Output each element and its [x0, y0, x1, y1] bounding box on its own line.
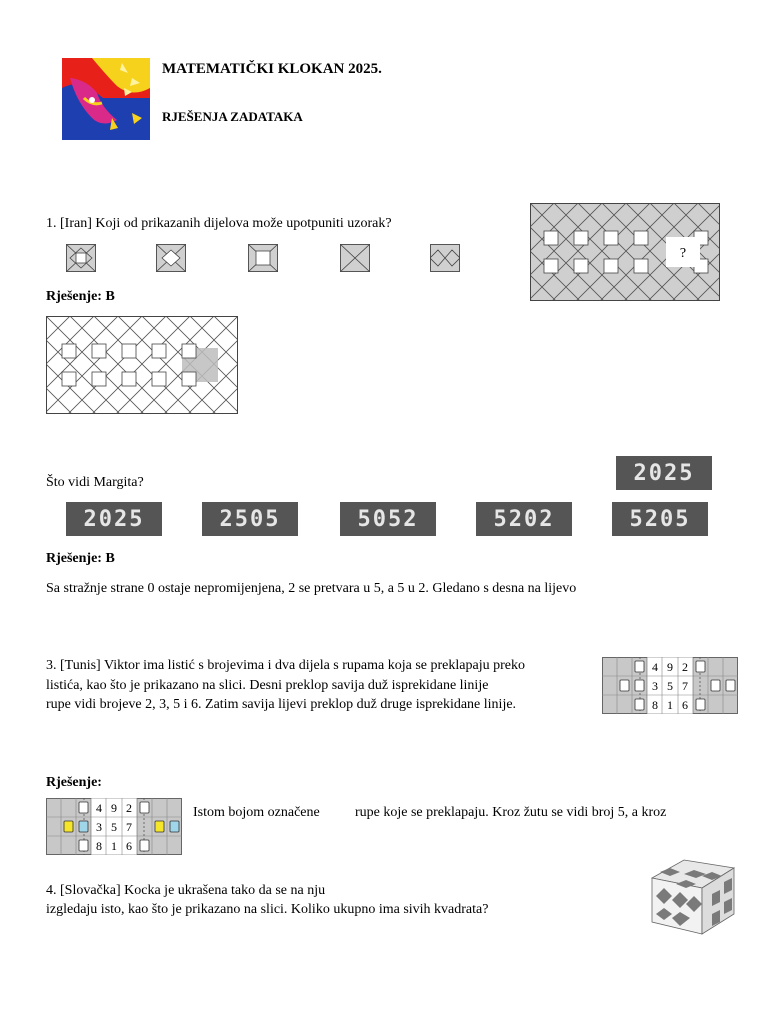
task3-cell-1: 1: [667, 698, 673, 712]
task3-explanation-a: Istom bojom označene: [193, 805, 320, 820]
task3-cell-8: 8: [652, 698, 658, 712]
task4-cube-figure: [650, 858, 736, 936]
task3-cell-4: 4: [652, 660, 658, 674]
task1-option-b: [156, 244, 186, 272]
task1-pattern-figure: [530, 203, 720, 301]
task3-sol-cell-6: 6: [126, 839, 132, 853]
missing-piece-mark: ?: [679, 246, 687, 261]
task3-question-line3: rupe vidi brojeve 2, 3, 5 i 6. Zatim savija lijevi preklop duž druge isprekidane linije.: [46, 697, 517, 712]
task3-cell-9: 9: [667, 660, 673, 674]
task3-figure: [602, 657, 738, 714]
task3-sol-cell-4: 4: [96, 801, 102, 815]
task1-question: 1. [Iran] Koji od prikazanih dijelova može upotpuniti uzorak?: [46, 216, 392, 231]
task1-option-c: [248, 244, 278, 272]
page-title: MATEMATIČKI KLOKAN 2025.: [162, 61, 382, 77]
task2-option-b: 2505: [202, 502, 298, 536]
task3-solution-figure: [46, 798, 182, 855]
task4-question-line1: 4. [Slovačka] Kocka je ukrašena tako da se na nju: [46, 883, 326, 898]
task1-option-a: [66, 244, 96, 272]
task1-option-d: [340, 244, 370, 272]
task1-answer: Rješenje: B: [46, 289, 115, 304]
task2-option-d: 5202: [476, 502, 572, 536]
task3-sol-cell-5: 5: [111, 820, 117, 834]
task3-cell-2: 2: [682, 660, 688, 674]
task2-original-number: 2025: [616, 456, 712, 490]
task3-sol-cell-2: 2: [126, 801, 132, 815]
task3-cell-6: 6: [682, 698, 688, 712]
task2-option-c: 5052: [340, 502, 436, 536]
task3-cell-7: 7: [682, 679, 688, 693]
task2-question: Što vidi Margita?: [46, 475, 144, 490]
task3-answer-label: Rješenje:: [46, 775, 102, 790]
klokan-logo: [62, 58, 150, 140]
task2-option-a: 2025: [66, 502, 162, 536]
task2-explanation: Sa stražnje strane 0 ostaje nepromijenjena, 2 se pretvara u 5, a 5 u 2. Gledano s desna na lijevo: [46, 581, 577, 596]
task3-sol-cell-3: 3: [96, 820, 102, 834]
task3-cell-5: 5: [667, 679, 673, 693]
task2-answer: Rješenje: B: [46, 551, 115, 566]
task3-cell-3: 3: [652, 679, 658, 693]
task3-question-line2: listića, kao što je prikazano na slici. Desni preklop savija duž isprekidane linije: [46, 678, 489, 693]
page-subtitle: RJEŠENJA ZADATAKA: [162, 109, 303, 124]
task1-option-e: [430, 244, 460, 272]
task2-option-e: 5205: [612, 502, 708, 536]
task1-solution-figure: [46, 316, 238, 414]
task3-sol-cell-7: 7: [126, 820, 132, 834]
task3-sol-cell-9: 9: [111, 801, 117, 815]
task3-sol-cell-8: 8: [96, 839, 102, 853]
task4-question-line2: izgledaju isto, kao što je prikazano na slici. Koliko ukupno ima sivih kvadrata?: [46, 902, 489, 917]
task3-explanation-b: rupe koje se preklapaju. Kroz žutu se vidi broj 5, a kroz: [355, 805, 667, 820]
task3-sol-cell-1: 1: [111, 839, 117, 853]
task3-question-line1: 3. [Tunis] Viktor ima listić s brojevima i dva dijela s rupama koja se preklapaju preko: [46, 658, 525, 673]
